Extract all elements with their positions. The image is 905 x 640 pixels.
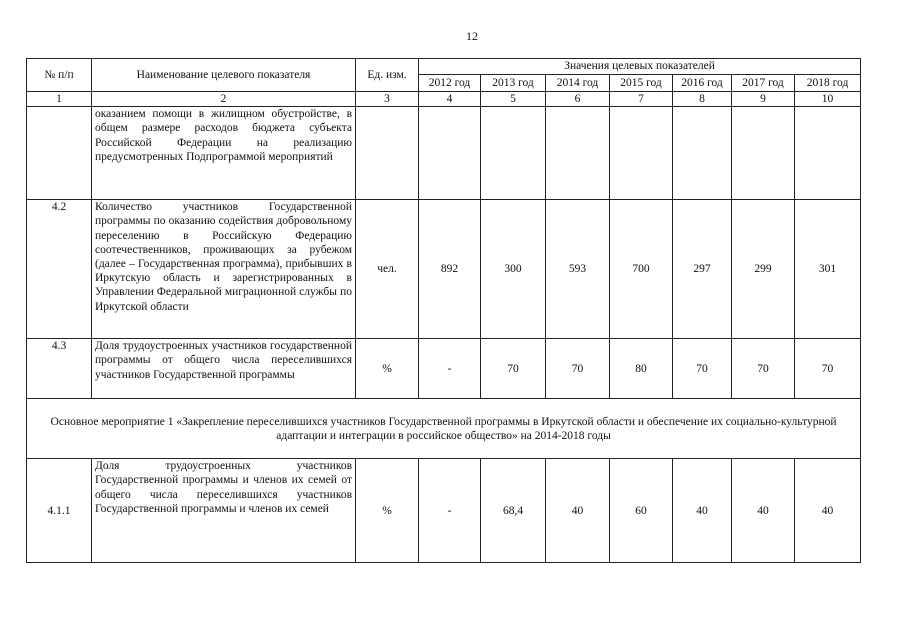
row-unit: [356, 107, 419, 200]
row-value: -: [419, 459, 481, 563]
row-value: 70: [546, 339, 610, 399]
row-name: Доля трудоустроенных участников государственной программы от общего числа переселившихся участников Государственной программы: [92, 339, 356, 399]
header-values-group: Значения целевых показателей: [419, 59, 861, 75]
table-row: [27, 339, 861, 399]
header-year: 2015 год: [610, 75, 673, 92]
row-value: [732, 107, 795, 200]
table-row: [27, 107, 861, 200]
header-year: 2018 год: [795, 75, 861, 92]
row-unit: чел.: [356, 200, 419, 339]
row-value: [481, 107, 546, 200]
column-number: 8: [673, 92, 732, 107]
column-numbers-row: [27, 92, 861, 107]
row-value: 300: [481, 200, 546, 339]
row-name: оказанием помощи в жилищном обустройстве, в общем размере расходов бюджета субъекта Российской Федерации на реализацию предусмотренных Подпрограммой мероприятий: [92, 107, 356, 200]
column-number: 5: [481, 92, 546, 107]
row-value: 297: [673, 200, 732, 339]
header-year: 2014 год: [546, 75, 610, 92]
row-value: 68,4: [481, 459, 546, 563]
table-row: [27, 200, 861, 339]
header-year: 2012 год: [419, 75, 481, 92]
row-value: 40: [732, 459, 795, 563]
column-number: 9: [732, 92, 795, 107]
column-number: 3: [356, 92, 419, 107]
row-value: 892: [419, 200, 481, 339]
row-value: [419, 107, 481, 200]
row-value: 301: [795, 200, 861, 339]
row-value: [546, 107, 610, 200]
row-num: [27, 107, 92, 200]
row-num: 4.2: [27, 200, 92, 339]
column-number: 2: [92, 92, 356, 107]
row-unit: %: [356, 459, 419, 563]
row-value: 299: [732, 200, 795, 339]
row-value: 60: [610, 459, 673, 563]
column-number: 7: [610, 92, 673, 107]
row-num: 4.3: [27, 339, 92, 399]
column-number: 6: [546, 92, 610, 107]
column-number: 4: [419, 92, 481, 107]
row-value: 40: [673, 459, 732, 563]
row-unit: %: [356, 339, 419, 399]
row-value: 70: [481, 339, 546, 399]
page-number: 12: [466, 29, 478, 43]
row-value: [610, 107, 673, 200]
row-value: -: [419, 339, 481, 399]
table-row: [27, 459, 861, 563]
header-num: № п/п: [27, 59, 92, 92]
target-indicators-table: [26, 58, 861, 563]
column-number: 1: [27, 92, 92, 107]
row-value: [795, 107, 861, 200]
column-number: 10: [795, 92, 861, 107]
row-value: 70: [673, 339, 732, 399]
row-value: 70: [732, 339, 795, 399]
header-year: 2016 год: [673, 75, 732, 92]
section-title: Основное мероприятие 1 «Закрепление переселившихся участников Государственной программы в Иркутской области и обеспечение их социально-культурной адаптации и интеграции в российское общество» на 2014-2018 годы: [27, 399, 861, 459]
row-value: [673, 107, 732, 200]
section-row: [27, 399, 861, 459]
row-value: 40: [795, 459, 861, 563]
row-num: 4.1.1: [27, 459, 92, 563]
header-row-1: [27, 59, 861, 75]
row-value: 40: [546, 459, 610, 563]
row-value: 80: [610, 339, 673, 399]
header-name: Наименование целевого показателя: [92, 59, 356, 92]
row-name: Количество участников Государственной программы по оказанию содействия добровольному переселению в Российскую Федерацию соотечественников, проживающих за рубежом (далее – Государственная программа), прибывших в Иркутскую область и зарегистрированных в Управлении Федеральной миграционной службы по Иркутской области: [92, 200, 356, 339]
header-unit: Ед. изм.: [356, 59, 419, 92]
row-value: 593: [546, 200, 610, 339]
header-year: 2017 год: [732, 75, 795, 92]
row-value: 70: [795, 339, 861, 399]
row-value: 700: [610, 200, 673, 339]
header-year: 2013 год: [481, 75, 546, 92]
row-name: Доля трудоустроенных участников Государственной программы и членов их семей от общего числа переселившихся участников Государственной программы и членов их семей: [92, 459, 356, 563]
